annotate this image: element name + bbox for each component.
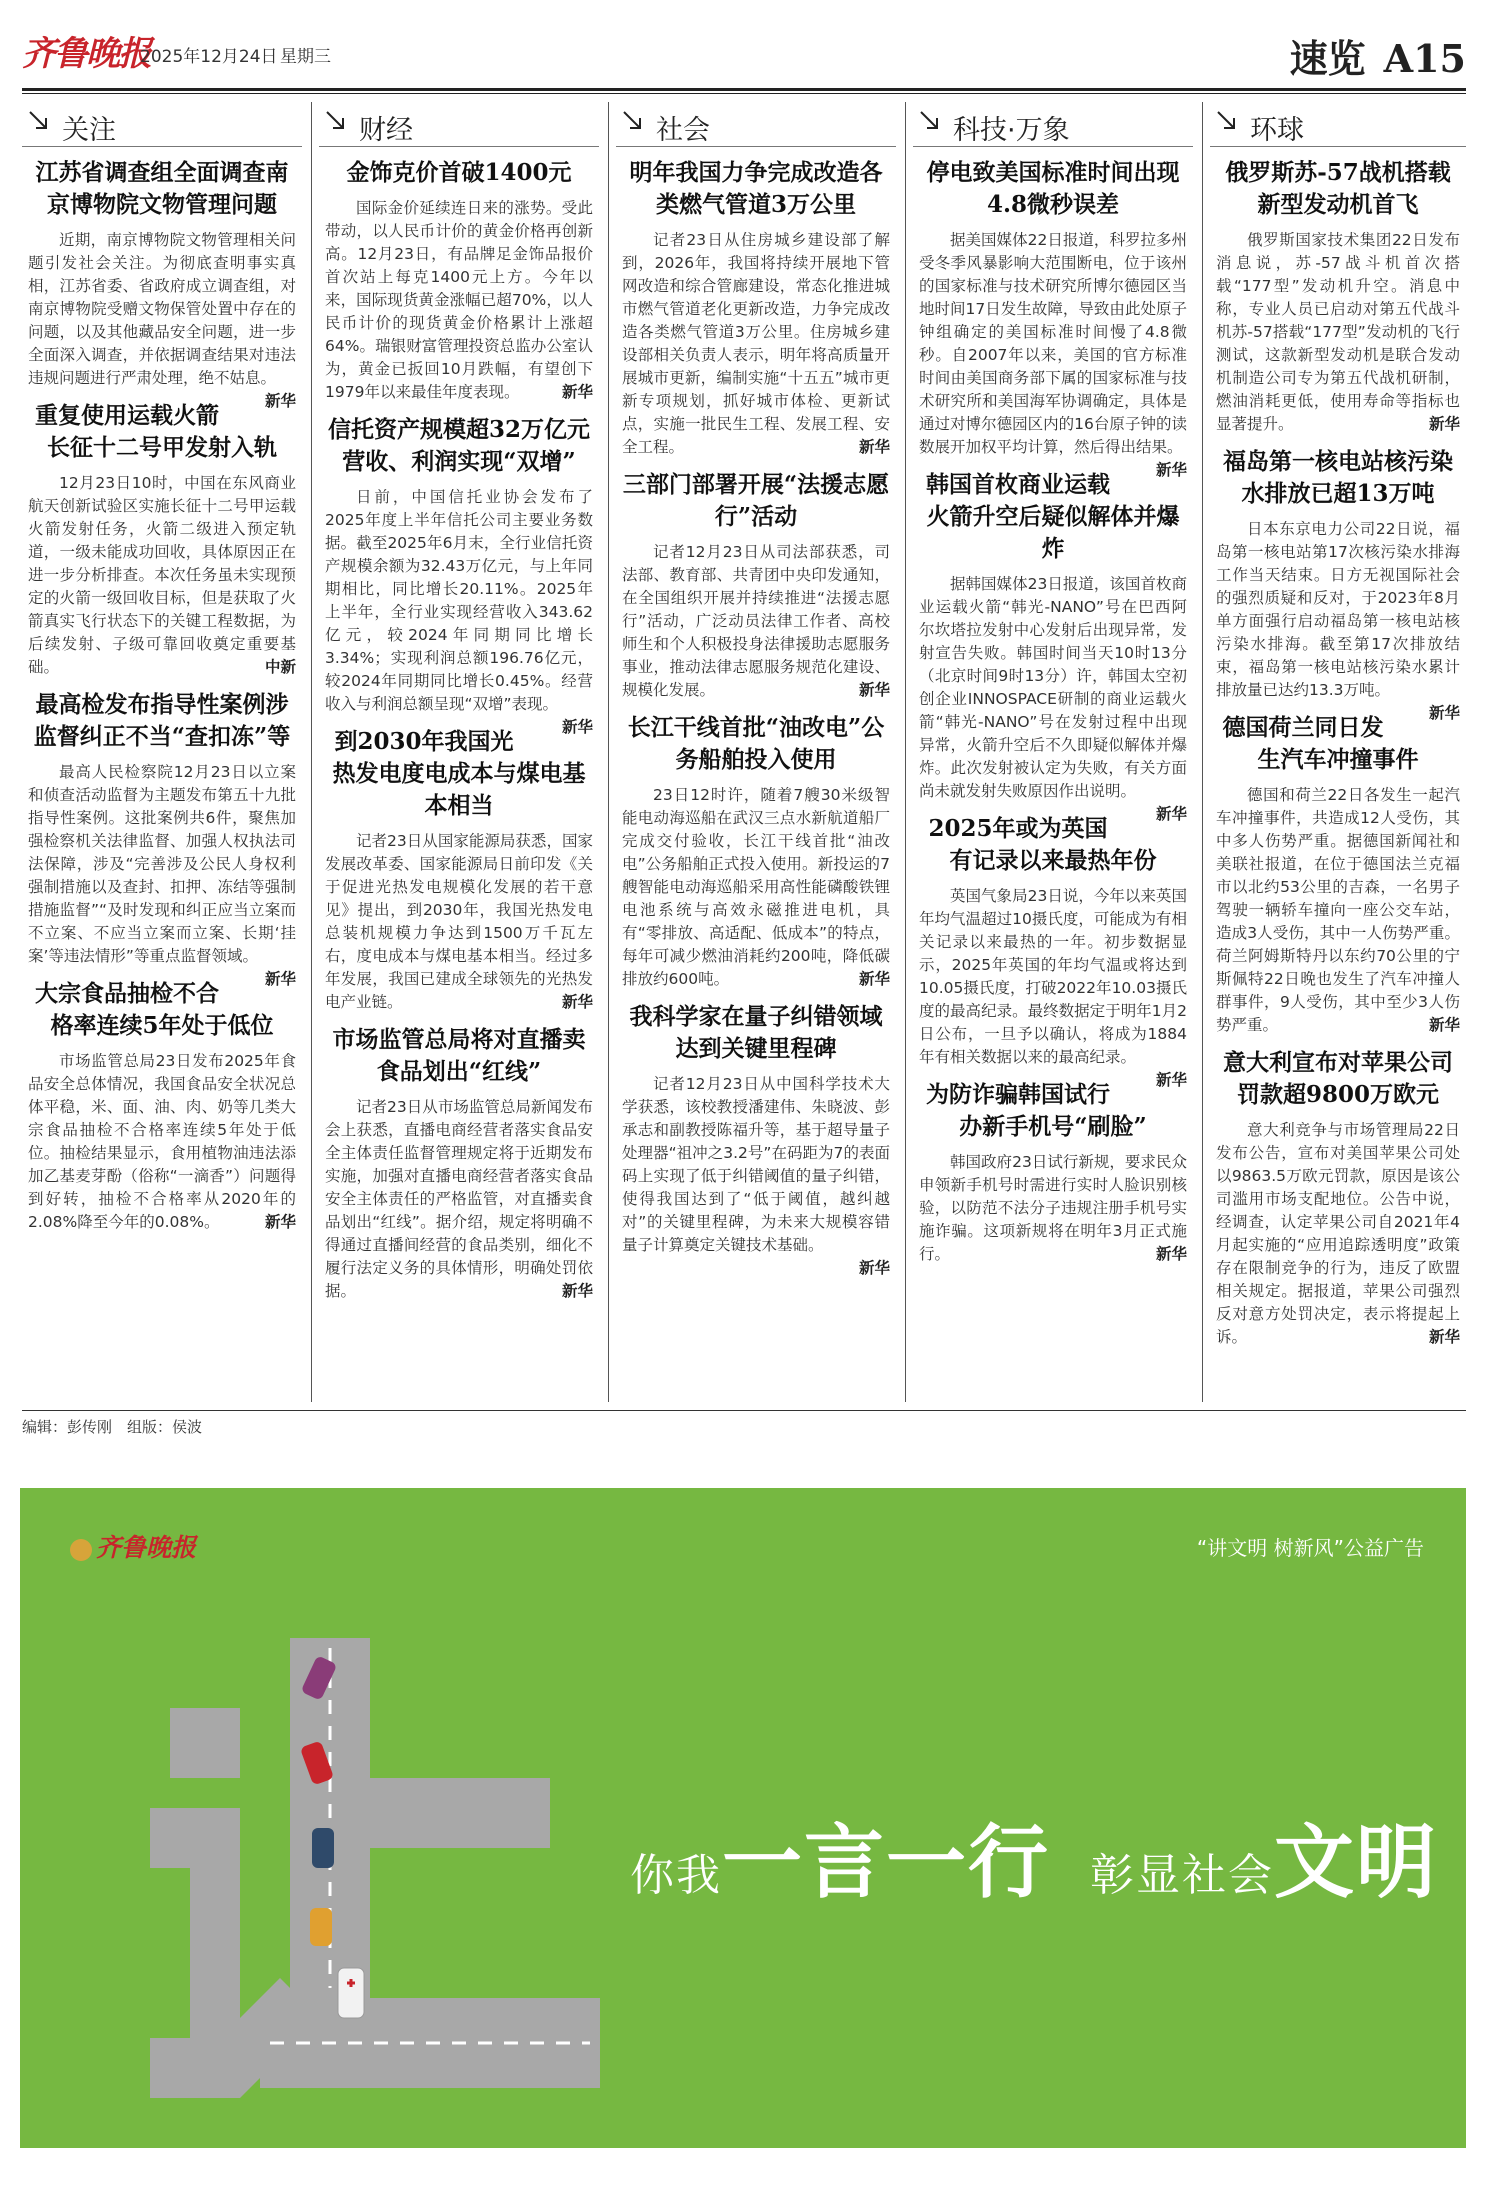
article: [919, 157, 1187, 479]
article-title: 三部门部署开展“法援志愿行”活动: [622, 471, 890, 530]
logo-emblem-icon: [70, 1539, 92, 1561]
article-body: 韩国政府23日试行新规，要求民众申领新手机号时需进行实时人脸识别核验，以防范不法分子违规注册手机号实施诈骗。这项新规将在明年3月正式施行。 新华: [919, 1151, 1187, 1266]
article: [1216, 712, 1460, 1037]
article-body: 据韩国媒体23日报道，该国首枚商业运载火箭“韩光-NANO”号在巴西阿尔坎塔拉发射中心发射后出现异常，发射宣告失败。韩国时间当天10时13分（北京时间9时13分）许，韩国太空初创企业INNOSPACE研制的商业运载火箭“韩光-NANO”号在发射过程中出现异常，火箭升空后不久即疑似解体并爆炸。此次发射被认定为失败，有关方面尚未就发射失败原因作出说明。 新华: [919, 573, 1187, 803]
newspaper-logo: 齐鲁晚报: [22, 34, 150, 74]
article-source: 新华: [1155, 805, 1187, 823]
article: [919, 813, 1187, 1089]
article-source: 中新: [264, 658, 296, 676]
article-body: 12月23日10时，中国在东风商业航天创新试验区实施长征十二号甲运载火箭发射任务，火箭二级进入预定轨道，一级未能成功回收，具体原因正在进一步分析排查。本次任务虽未实现预定的火箭一级回收目标，但是获取了火箭真实飞行状态下的关键工程数据，为后续发射、子级可靠回收奠定重要基础。 中新: [28, 472, 296, 679]
section-header: [319, 102, 599, 147]
section-label: 科技·万象: [953, 115, 1070, 146]
article-title: 市场监管总局将对直播卖食品划出“红线”: [332, 1026, 586, 1085]
article-body: 记者23日从市场监管总局新闻发布会上获悉，直播电商经营者落实食品安全主体责任监督管理规定将于近期发布实施，加强对直播电商经营者落实食品安全主体责任的严格监管，对直播卖食品划出“红线”。据介绍，规定将明确不得通过直播间经营的食品类别，细化不履行法定义务的具体情形，明确处罚依据。 新华: [325, 1096, 593, 1303]
article-body: 日前，中国信托业协会发布了2025年度上半年信托公司主要业务数据。截至2025年6月末，全行业信托资产规模余额为32.43万亿元，与上年同期相比，同比增长20.11%。2025年上半年，全行业实现经营收入343.62亿元，较2024年同期同比增长3.34%；实现利润总额196.76亿元，较2024年同期同比增长0.45%。经营收入与利润总额呈现“双增”表现。 新华: [325, 486, 593, 716]
article: [622, 469, 890, 702]
article-body: 近期，南京博物院文物管理相关问题引发社会关注。为彻底查明事实真相，江苏省委、省政府成立调查组，对南京博物院受赠文物保管处置中存在的问题，以及其他藏品安全问题，进一步全面深入调查，并依据调查结果对违法违规问题进行严肃处理，绝不姑息。 新华: [28, 229, 296, 390]
article-body: 记者23日从住房城乡建设部了解到，2026年，我国将持续开展地下管网改造和综合管廊建设，常态化推进城市燃气管道老化更新改造，力争完成改造各类燃气管道3万公里。住房城乡建设部相关负责人表示，明年将高质量开展城市更新，编制实施“十五五”城市更新专项规划，抓好城市体检、更新试点，实施一批民生工程、发展工程、安全工程。 新华: [622, 229, 890, 459]
article-title: 意大利宣布对苹果公司罚款超9800万欧元: [1223, 1049, 1453, 1108]
article-title: 德国荷兰同日发生汽车冲撞事件: [1222, 714, 1419, 773]
article: [325, 157, 593, 404]
article-source: 新华: [1155, 1245, 1187, 1263]
car-icon: [312, 1828, 334, 1868]
article-title: 金饰克价首破1400元: [346, 159, 572, 186]
article: [1216, 157, 1460, 436]
article-title: 俄罗斯苏-57战机搭载新型发动机首飞: [1225, 159, 1451, 218]
article-title: 我科学家在量子纠错领域达到关键里程碑: [629, 1003, 883, 1062]
article-title: 福岛第一核电站核污染水排放已超13万吨: [1223, 448, 1453, 507]
article-source: 新华: [1428, 1016, 1460, 1034]
article-source: 新华: [1428, 415, 1460, 433]
section-name: 速览: [1289, 36, 1366, 81]
article: [28, 400, 296, 679]
car-icon: [310, 1908, 332, 1946]
article-body: 据美国媒体22日报道，科罗拉多州受冬季风暴影响大范围断电，位于该州的国家标准与技术研究所博尔德园区当地时间17日发生故障，导致由此处原子钟组确定的美国标准时间慢了4.8微秒。自2007年以来，美国的官方标准时间由美国商务部下属的国家标准与技术研究所和美国海军协调确定，具体是通过对博尔德园区内的16台原子钟的读数展开加权平均计算，然后得出结果。 新华: [919, 229, 1187, 459]
article-body: 市场监管总局23日发布2025年食品安全总体情况，我国食品安全状况总体平稳，米、面、油、肉、奶等几类大宗食品抽检不合格率连续5年处于低位。抽检结果显示，食用植物油违法添加乙基麦芽酚（俗称“一滴香”）问题得到好转，抽检不合格率从2020年的2.08%降至今年的0.08%。 新华: [28, 1050, 296, 1234]
section-label: 环球: [1250, 115, 1304, 146]
column-guanzhu: [22, 102, 302, 1402]
ad-slogan: [630, 1798, 1438, 1913]
article-body: 最高人民检察院12月23日以立案和侦查活动监督为主题发布第五十九批指导性案例。这批案例共6件，聚焦加强检察机关法律监督、加强人权执法司法保障，涉及“完善涉及公民人身权利强制措施以及查封、扣押、冻结等强制措施监督”“及时发现和纠正应当立案而不立案、不应当立案而立案、长期‘挂案’等违法情形”等重点监督领域。 新华: [28, 761, 296, 968]
section-header: [913, 102, 1193, 147]
article-source: 新华: [858, 681, 890, 699]
article-body: 国际金价延续连日来的涨势。受此带动，以人民币计价的黄金价格再创新高。12月23日，有品牌足金饰品报价首次站上每克1400元上方。今年以来，国际现货黄金涨幅已超70%，以人民币计价的现货黄金价格累计上涨超64%。瑞银财富管理投资总监办公室认为，黄金已扳回10月跌幅，有望创下1979年以来最佳年度表现。 新华: [325, 197, 593, 404]
issue-weekday: 星期三: [280, 47, 331, 67]
page-label: [1290, 28, 1466, 83]
page-number: A15: [1383, 36, 1466, 81]
column-divider: [608, 102, 609, 1402]
section-header: [22, 102, 302, 147]
article-body: 意大利竞争与市场管理局22日发布公告，宣布对美国苹果公司处以9863.5万欧元罚款，原因是该公司滥用市场支配地位。公告中说，经调查，认定苹果公司自2021年4月起实施的“应用追踪透明度”政策存在限制竞争的行为，违反了欧盟相关规定。据报道，苹果公司强烈反对意方处罚决定，表示将提起上诉。 新华: [1216, 1119, 1460, 1349]
article-title: 韩国首枚商业运载火箭升空后疑似解体并爆炸: [925, 471, 1180, 562]
column-caijing: [319, 102, 599, 1402]
article-title: 重复使用运载火箭长征十二号甲发射入轨: [34, 402, 277, 461]
article-title: 为防诈骗韩国试行办新手机号“刷脸”: [925, 1081, 1147, 1140]
arrow-icon: [325, 110, 347, 132]
article: [28, 689, 296, 988]
column-divider: [311, 102, 312, 1402]
issue-date: 2025年12月24日: [140, 47, 278, 67]
article: [325, 414, 593, 736]
article-source: 新华: [1428, 704, 1460, 722]
section-header: [616, 102, 896, 147]
article: [1216, 446, 1460, 722]
article-title: 明年我国力争完成改造各类燃气管道3万公里: [629, 159, 883, 218]
column-huanqiu: [1210, 102, 1466, 1402]
article-source: 新华: [858, 438, 890, 456]
article: [28, 978, 296, 1234]
slogan-part-a: 你我: [630, 1850, 722, 1901]
road-character-illustration: [130, 1638, 600, 2118]
article: [1216, 1047, 1460, 1349]
arrow-icon: [28, 110, 50, 132]
article-source: 新华: [561, 718, 593, 736]
article: [919, 469, 1187, 823]
article-title: 信托资产规模超32万亿元营收、利润实现“双增”: [327, 416, 590, 475]
ad-logo: [70, 1528, 196, 1564]
public-service-ad: [20, 1488, 1466, 2148]
article-title: 2025年或为英国有记录以来最热年份: [928, 815, 1157, 874]
article-title: 到2030年我国光热发电度电成本与煤电基本相当: [332, 728, 586, 819]
ambulance-icon: [338, 1968, 364, 2018]
editors-credit: 编辑：彭传刚 组版：侯波: [22, 1418, 203, 1436]
slogan-part-c: 彰显社会: [1090, 1850, 1274, 1901]
section-label: 社会: [656, 115, 710, 146]
article: [28, 157, 296, 410]
footer-rule: [22, 1410, 1466, 1411]
header-rule: [22, 88, 1466, 91]
article: [325, 1024, 593, 1303]
arrow-icon: [919, 110, 941, 132]
column-keji: [913, 102, 1193, 1402]
section-label: 财经: [359, 115, 413, 146]
article-source: 新华: [858, 1259, 890, 1277]
article-source: 新华: [561, 993, 593, 1011]
article-source: 新华: [1428, 1328, 1460, 1346]
ad-logo-text: 齐鲁晚报: [96, 1533, 197, 1562]
slogan-part-d: 文明: [1274, 1815, 1438, 1909]
article: [622, 712, 890, 991]
article-body: 日本东京电力公司22日说，福岛第一核电站第17次核污染水排海工作当天结束。日方无视国际社会的强烈质疑和反对，于2023年8月单方面强行启动福岛第一核电站核污染水排海。截至第17次排放结束，福岛第一核电站核污染水累计排放量已达约13.3万吨。 新华: [1216, 518, 1460, 702]
article-title: 江苏省调查组全面调查南京博物院文物管理问题: [35, 159, 289, 218]
article-source: 新华: [264, 970, 296, 988]
article: [622, 157, 890, 459]
news-columns: [22, 102, 1466, 1404]
slogan-part-b: 一言一行: [722, 1815, 1050, 1909]
article-source: 新华: [264, 392, 296, 410]
column-shehui: [616, 102, 896, 1402]
road-horizontal-branch: [370, 1778, 550, 1848]
article-body: 俄罗斯国家技术集团22日发布消息说，苏-57战斗机首次搭载“177型”发动机升空。消息中称，专业人员已启动对第五代战斗机苏-57搭载“177型”发动机的飞行测试，这款新型发动机是联合发动机制造公司专为第五代战机研制，燃油消耗更低，使用寿命等指标也显著提升。 新华: [1216, 229, 1460, 436]
article-body: 德国和荷兰22日各发生一起汽车冲撞事件，共造成12人受伤，其中多人伤势严重。据德国新闻社和美联社报道，在位于德国法兰克福市以北约53公里的吉森，一名男子驾驶一辆轿车撞向一座公交车站，造成3人受伤，其中一人伤势严重。荷兰阿姆斯特丹以东约70公里的宁斯佩特22日晚也发生了汽车冲撞人群事件，9人受伤，其中至少3人伤势严重。 新华: [1216, 784, 1460, 1037]
article: [325, 726, 593, 1014]
article-source: 新华: [264, 1213, 296, 1231]
article-source: 新华: [858, 970, 890, 988]
article-body: 英国气象局23日说，今年以来英国年均气温超过10摄氏度，可能成为有相关记录以来最热的一年。初步数据显示，2025年英国的年均气温或将达到10.05摄氏度，打破2022年10.03摄氏度的最高纪录。最终数据定于明年1月2日公布，一旦予以确认，将成为1884年有相关数据以来的最高纪录。 新华: [919, 885, 1187, 1069]
arrow-icon: [1216, 110, 1238, 132]
article-body: 记者12月23日从中国科学技术大学获悉，该校教授潘建伟、朱晓波、彭承志和副教授陈福升等，基于超导量子处理器“祖冲之3.2号”在码距为7的表面码上实现了低于纠错阈值的量子纠错，使得我国达到了“低于阈值，越纠越对”的关键里程碑，为未来大规模容错量子计算奠定关键技术基础。 新华: [622, 1073, 890, 1257]
article-title: 停电致美国标准时间出现4.8微秒误差: [926, 159, 1180, 218]
column-divider: [1202, 102, 1203, 1402]
column-divider: [905, 102, 906, 1402]
article-source: 新华: [1155, 461, 1187, 479]
article-source: 新华: [561, 1282, 593, 1300]
article-title: 长江干线首批“油改电”公务船舶投入使用: [627, 714, 885, 773]
article-source: 新华: [561, 383, 593, 401]
article-source: 新华: [1155, 1071, 1187, 1089]
article-body: 记者12月23日从司法部获悉，司法部、教育部、共青团中央印发通知，在全国组织开展并持续推进“法援志愿行”活动，广泛动员法律工作者、高校师生和个人积极投身法律援助志愿服务事业，推动法律志愿服务规范化建设、规模化发展。 新华: [622, 541, 890, 702]
article-title: 大宗食品抽检不合格率连续5年处于低位: [34, 980, 274, 1039]
arrow-icon: [622, 110, 644, 132]
article-body: 记者23日从国家能源局获悉，国家发展改革委、国家能源局日前印发《关于促进光热发电规模化发展的若干意见》提出，到2030年，我国光热发电总装机规模力争达到1500万千瓦左右，度电成本与煤电基本相当。经过多年发展，我国已建成全球领先的光热发电产业链。 新华: [325, 830, 593, 1014]
masthead: [22, 18, 1466, 81]
section-label: 关注: [62, 115, 116, 146]
article: [622, 1001, 890, 1277]
header-rule-thin: [22, 93, 1466, 94]
section-header: [1210, 102, 1466, 147]
road-dot-stroke: [170, 1708, 240, 1778]
article: [919, 1079, 1187, 1266]
ad-campaign-label: “讲文明 树新风”公益广告: [1196, 1536, 1424, 1560]
article-body: 23日12时许，随着7艘30米级智能电动海巡船在武汉三点水新航道船厂完成交付验收，长江干线首批“油改电”公务船舶正式投入使用。新投运的7艘智能电动海巡船采用高性能磷酸铁锂电池系统与高效永磁推进电机，具有“零排放、高适配、低成本”的特点，每年可减少燃油消耗约200吨，降低碳排放约600吨。 新华: [622, 784, 890, 991]
article-title: 最高检发布指导性案例涉监督纠正不当“查扣冻”等: [33, 691, 291, 750]
